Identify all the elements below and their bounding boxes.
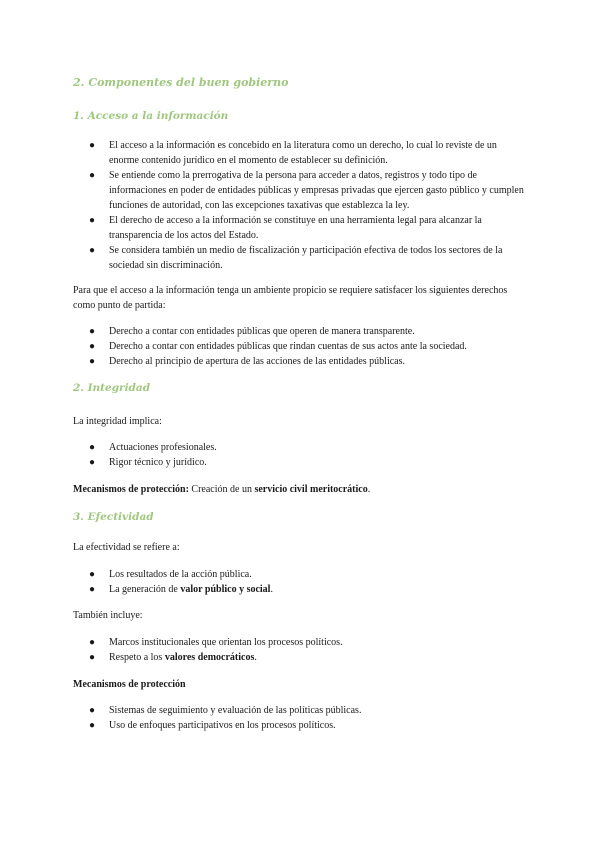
list-item — [73, 354, 528, 369]
paragraph-tambien: También incluye: — [73, 610, 143, 621]
list-tambien — [73, 635, 528, 665]
list-item — [73, 703, 528, 718]
list-item-text: La generación de — [109, 584, 181, 595]
list-item-text: Se considera también un medio de fiscalización y participación efectiva de todos los sectores de la sociedad sin discriminación. — [109, 245, 503, 271]
list-item — [73, 243, 528, 273]
main-heading: 2. Componentes del buen gobierno — [73, 76, 289, 89]
mechanisms-text: Creación de un — [188, 484, 255, 495]
list-acceso — [73, 138, 528, 273]
list-item — [73, 582, 528, 597]
bullet-icon: ● — [89, 341, 96, 352]
paragraph-efectividad: La efectividad se refiere a: — [73, 542, 180, 553]
bullet-icon: ● — [89, 215, 96, 226]
bullet-icon: ● — [89, 170, 96, 181]
list-item — [73, 213, 528, 243]
mechanisms-bold: servicio civil meritocrático — [254, 484, 368, 495]
list-item — [73, 324, 528, 339]
bullet-icon: ● — [89, 442, 96, 453]
list-item-bold: valores democráticos — [164, 652, 255, 663]
list-item — [73, 718, 528, 733]
list-item — [73, 650, 528, 665]
list-item — [73, 440, 528, 455]
list-item — [73, 339, 528, 354]
list-item-text: Sistemas de seguimiento y evaluación de las políticas públicas. — [109, 705, 362, 716]
list-item-text: Actuaciones profesionales. — [109, 442, 217, 453]
list-item-text: Derecho a contar con entidades públicas que operen de manera transparente. — [109, 326, 415, 337]
list-item-text: Los resultados de la acción pública. — [109, 569, 252, 580]
bullet-icon: ● — [89, 457, 96, 468]
list-item — [73, 455, 528, 470]
mechanisms-efectividad-label — [73, 677, 528, 692]
list-item-text: Respeto a los — [109, 652, 165, 663]
bullet-icon: ● — [89, 637, 96, 648]
list-item-end: . — [270, 584, 273, 595]
bullet-icon: ● — [89, 245, 96, 256]
mechanisms-label: Mecanismos de protección — [73, 679, 186, 690]
list-item — [73, 635, 528, 650]
paragraph-acceso: Para que el acceso a la información tenga un ambiente propicio se requiere satisfacer los siguientes derechos como punto de partida: — [73, 285, 508, 311]
section-heading-acceso: 1. Acceso a la información — [73, 110, 229, 122]
bullet-icon: ● — [89, 720, 96, 731]
list-item-bold: valor público y social — [180, 584, 271, 595]
mechanisms-integridad — [73, 482, 528, 497]
list-item-end: . — [254, 652, 257, 663]
bullet-icon: ● — [89, 584, 96, 595]
list-item — [73, 138, 528, 168]
bullet-icon: ● — [89, 326, 96, 337]
list-efectividad — [73, 567, 528, 597]
list-item-text: El derecho de acceso a la información se constituye en una herramienta legal para alcanzar la transparencia de los actos del Estado. — [109, 215, 482, 241]
list-integridad — [73, 440, 528, 470]
section-heading-efectividad: 3. Efectividad — [73, 511, 154, 523]
section-heading-integridad: 2. Integridad — [73, 382, 151, 394]
list-item-text: Marcos institucionales que orientan los procesos políticos. — [109, 637, 343, 648]
paragraph-integridad: La integridad implica: — [73, 416, 162, 427]
list-item — [73, 168, 528, 213]
mechanisms-end: . — [367, 484, 371, 495]
list-item-text: Rigor técnico y jurídico. — [109, 457, 207, 468]
list-derechos — [73, 324, 528, 369]
list-item-text: El acceso a la información es concebido en la literatura como un derecho, lo cual lo reviste de un enorme contenido jurídico en el momento de establecer su definición. — [109, 140, 497, 166]
bullet-icon: ● — [89, 705, 96, 716]
list-item-text: Derecho a contar con entidades públicas que rindan cuentas de sus actos ante la sociedad. — [109, 341, 467, 352]
list-mecanismos — [73, 703, 528, 733]
list-item-text: Se entiende como la prerrogativa de la persona para acceder a datos, registros y todo tipo de informaciones en poder de entidades públicas y empresas privadas que ejercen gasto público y cumplen funciones de autoridad, con las excepciones taxativas que establezca la ley. — [109, 170, 524, 211]
list-item-text: Derecho al principio de apertura de las acciones de las entidades públicas. — [109, 356, 405, 367]
bullet-icon: ● — [89, 652, 96, 663]
bullet-icon: ● — [89, 140, 96, 151]
list-item-text: Uso de enfoques participativos en los procesos políticos. — [109, 720, 336, 731]
bullet-icon: ● — [89, 356, 96, 367]
list-item — [73, 567, 528, 582]
bullet-icon: ● — [89, 569, 96, 580]
mechanisms-label: Mecanismos de protección: — [73, 484, 189, 495]
